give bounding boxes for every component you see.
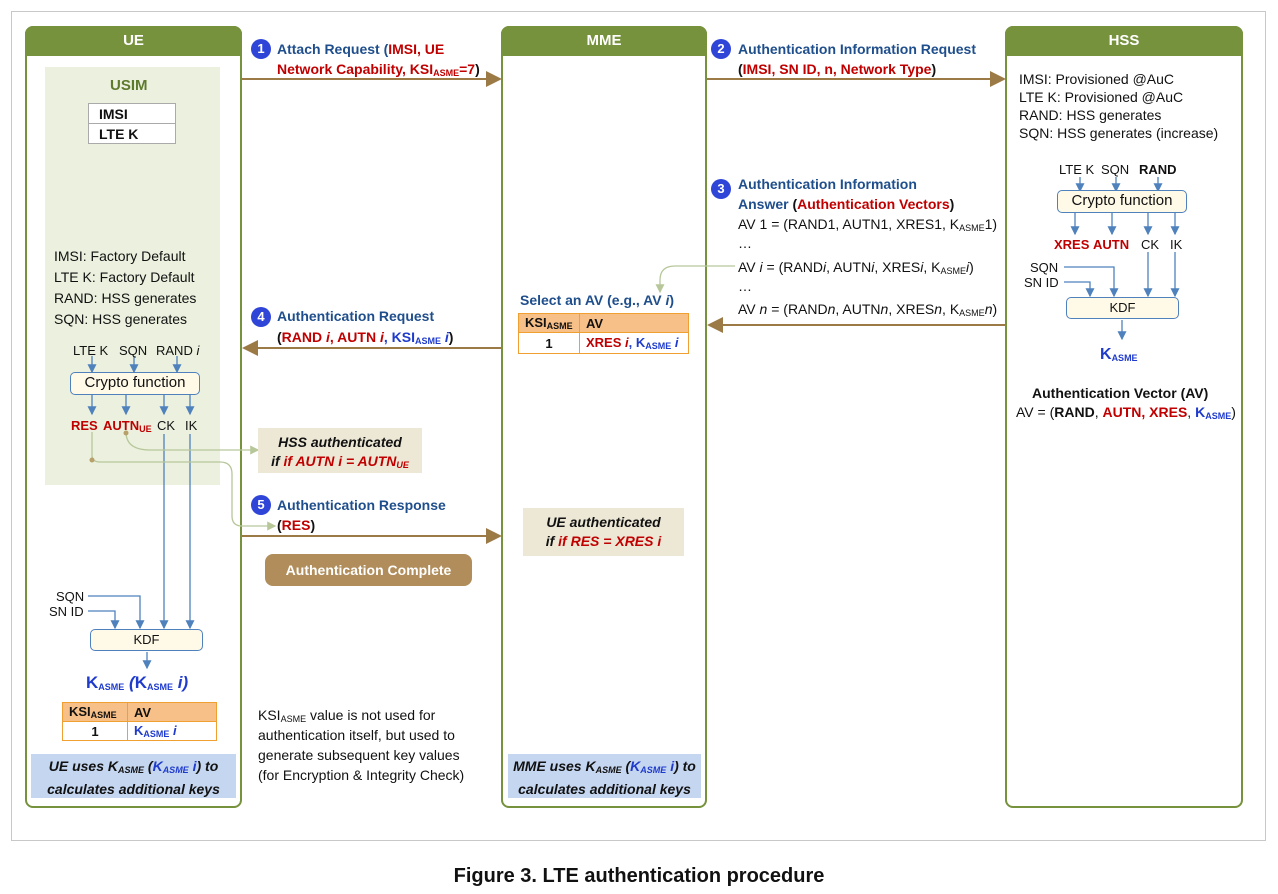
hss-fact: SQN: HSS generates (increase) [1019, 125, 1219, 141]
mme-ksi-header: $KSI_{ASME}$ [519, 314, 580, 333]
ksi-explanation-line: generate subsequent key values [258, 747, 460, 763]
av-i-line: AV i = (RANDi, AUTNi, XRESi, $K_{ASME}i$) [738, 259, 974, 276]
ue-kdf: KDF [90, 629, 203, 651]
step-3-subtitle: Answer (Authentication Vectors) [738, 196, 955, 212]
ue-authenticated-note: UE authenticated if if RES = XRES i [523, 508, 684, 556]
step-1-badge: 1 [251, 39, 271, 59]
step-2-title: Authentication Information Request [738, 41, 976, 57]
mme-ksi-table [518, 313, 689, 354]
mme-select-av: Select an AV (e.g., AV i) [520, 292, 675, 308]
ue-fact: IMSI: Factory Default [54, 248, 186, 264]
ue-kdf-snid: SN ID [49, 604, 84, 619]
usim-imsi: IMSI [89, 104, 176, 124]
step-1-params: Network Capability, $KSI_{ASME}=7$) [277, 61, 480, 78]
av-n-line: AV n = (RANDn, AUTNn, XRESn, $K_{ASME}n$) [738, 301, 998, 318]
hss-fact: RAND: HSS generates [1019, 107, 1162, 123]
ue-output-autn: $AUTN_{UE}$ [103, 418, 152, 434]
hss-kdf: KDF [1066, 297, 1179, 319]
ue-output-ik: IK [185, 418, 198, 433]
ue-output-res: RES [71, 418, 98, 433]
ksi-explanation-line: authentication itself, but used to [258, 727, 455, 743]
hss-av-title: Authentication Vector (AV) [1032, 385, 1209, 401]
hss-input-sqn: SQN [1101, 162, 1130, 177]
hss-output-ik: IK [1170, 237, 1183, 252]
step-5-badge: 5 [251, 495, 271, 515]
ue-av-value: $K_{ASME}$ i [128, 722, 217, 741]
step-2-params: (IMSI, SN ID, n, Network Type) [738, 61, 937, 77]
ue-input-rand: RAND i [156, 343, 200, 358]
ue-av-header: AV [128, 703, 217, 722]
mme-av-value: XRES i, $K_{ASME}$ i [580, 333, 689, 354]
av-1-line: AV 1 = (RAND1, AUTN1, XRES1, $K_{ASME}1$) [738, 216, 998, 233]
ue-input-sqn: SQN [119, 343, 148, 358]
hss-fact: LTE K: Provisioned @AuC [1019, 89, 1184, 105]
ue-ksi-table [62, 702, 217, 741]
av-dots-1: … [738, 235, 752, 251]
hss-fact: IMSI: Provisioned @AuC [1019, 71, 1175, 87]
ue-fact: SQN: HSS generates [54, 311, 188, 327]
av-dots-2: … [738, 278, 752, 294]
usim-title: USIM [110, 77, 148, 94]
ue-kdf-sqn: SQN [56, 589, 85, 604]
step-4-badge: 4 [251, 307, 271, 327]
step-5-params: (RES) [277, 517, 316, 533]
step-2-badge: 2 [711, 39, 731, 59]
step-4-params: (RAND i, AUTN i, $KSI_{ASME}$ i) [277, 329, 454, 346]
ksi-explanation-line: $KSI_{ASME}$ value is not used for [258, 707, 436, 724]
hss-input-rand: RAND [1139, 162, 1177, 177]
ue-input-ltek: LTE K [73, 343, 109, 358]
ue-fact: RAND: HSS generates [54, 290, 197, 306]
mme-ksi-value: 1 [519, 333, 580, 354]
ue-ksi-value: 1 [63, 722, 128, 741]
step-1-title: Attach Request (IMSI, UE [277, 41, 445, 57]
ue-column-header: UE [25, 26, 242, 56]
ue-kasme: $K_{ASME}$ ($K_{ASME}$ i) [86, 673, 189, 692]
usim-ltek: LTE K [89, 124, 176, 144]
mme-key-note: MME uses $K_{ASME}$ ($K_{ASME}$ i) to calculates additional keys [508, 754, 701, 798]
hss-crypto-function: Crypto function [1057, 190, 1187, 213]
figure-caption: Figure 3. LTE authentication procedure [453, 865, 825, 887]
hss-input-ltek: LTE K [1059, 162, 1095, 177]
step-4-title: Authentication Request [277, 308, 435, 324]
hss-kdf-snid: SN ID [1024, 275, 1059, 290]
step-5-title: Authentication Response [277, 497, 446, 513]
ue-output-ck: CK [157, 418, 176, 433]
ue-fact: LTE K: Factory Default [54, 269, 195, 285]
hss-authenticated-note: HSS authenticated if if AUTN $i = AUTN_{UE}$ [258, 428, 422, 473]
step-3-badge: 3 [711, 179, 731, 199]
hss-av-formula: AV = (RAND, AUTN, XRES, $K_{ASME}$) [1016, 404, 1236, 421]
hss-output-ck: CK [1141, 237, 1160, 252]
step-3-title: Authentication Information [738, 176, 917, 192]
hss-output-xres: XRES [1054, 237, 1090, 252]
hss-kasme: $K_{ASME}$ [1100, 346, 1138, 363]
usim-identity-table [88, 103, 176, 144]
authentication-complete-badge: Authentication Complete [265, 554, 472, 586]
hss-output-autn: AUTN [1093, 237, 1130, 252]
mme-av-header: AV [580, 314, 689, 333]
mme-column-header: MME [501, 26, 707, 56]
hss-column-header: HSS [1005, 26, 1243, 56]
ue-ksi-header: $KSI_{ASME}$ [63, 703, 128, 722]
hss-kdf-sqn: SQN [1030, 260, 1059, 275]
ksi-explanation-line: (for Encryption & Integrity Check) [258, 767, 465, 783]
ue-crypto-function: Crypto function [70, 372, 200, 395]
ue-key-note: UE uses $K_{ASME}$ ($K_{ASME}$ i) to calculates additional keys [31, 754, 236, 798]
